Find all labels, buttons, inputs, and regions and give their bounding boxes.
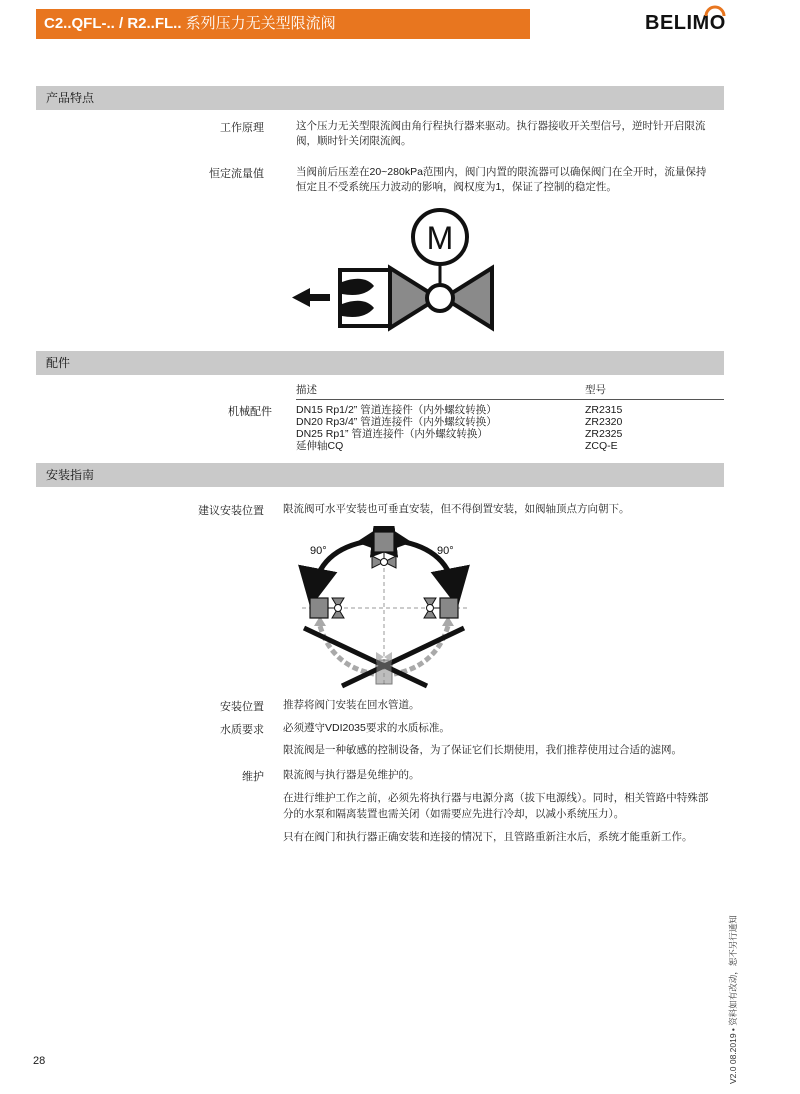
version-note: V2.0 08.2019 • 资料如有改动，恕不另行通知 bbox=[728, 915, 738, 1084]
flow-arrow-icon bbox=[292, 288, 330, 307]
accessory-model: ZCQ-E bbox=[585, 440, 618, 452]
accessory-model: ZR2320 bbox=[585, 416, 623, 428]
accessory-desc: DN15 Rp1/2” 管道连接件（内外螺纹转换） bbox=[296, 404, 497, 416]
motor-symbol bbox=[413, 210, 467, 264]
table-divider bbox=[296, 399, 724, 400]
water-quality-label: 水质要求 bbox=[220, 724, 264, 736]
flow-limiter-symbol bbox=[340, 270, 390, 326]
inverted-valve-icon bbox=[376, 652, 392, 684]
section-header-installation: 安装指南 bbox=[36, 463, 724, 487]
maintenance-para-2-line-1: 在进行维护工作之前，必须先将执行器与电源分离（拔下电源线）。同时，相关管路中特殊部 bbox=[283, 792, 709, 804]
flow-line-1: 当阀前后压差在20~280kPa范围内，阀门内置的限流器可以确保阀门在全开时，流量保持 bbox=[296, 166, 707, 178]
water-quality-note: 限流阀是一种敏感的控制设备，为了保证它们长期使用，我们推荐使用过合适的滤网。 bbox=[283, 744, 682, 756]
maintenance-text: 限流阀与执行器是免维护的。 bbox=[283, 769, 420, 781]
angle-label-right: 90° bbox=[437, 545, 454, 557]
install-site-label: 安装位置 bbox=[220, 701, 264, 713]
angle-label-left: 90° bbox=[310, 545, 327, 557]
version-note-container bbox=[727, 894, 741, 1084]
title-product-code: C2..QFL-.. / R2..FL.. bbox=[44, 15, 182, 32]
install-site-text: 推荐将阀门安装在回水管道。 bbox=[283, 699, 420, 711]
accessory-model: ZR2325 bbox=[585, 428, 623, 440]
title-description: 系列压力无关型限流阀 bbox=[181, 15, 336, 32]
upright-valve-icon bbox=[372, 532, 396, 568]
maintenance-label: 维护 bbox=[242, 771, 264, 783]
water-quality-text: 必须遵守VDI2035要求的水质标准。 bbox=[283, 722, 450, 734]
flow-label: 恒定流量值 bbox=[209, 168, 264, 180]
document-title-bar bbox=[36, 9, 530, 39]
page-number: 28 bbox=[33, 1055, 46, 1067]
right-horizontal-valve-icon bbox=[424, 598, 458, 618]
table-header-description: 描述 bbox=[296, 384, 317, 396]
flow-line-2: 恒定且不受系统压力波动的影响，阀权度为1，保证了控制的稳定性。 bbox=[296, 181, 617, 193]
mechanical-accessories-label: 机械配件 bbox=[228, 406, 272, 418]
recommended-position-text: 限流阀可水平安装也可垂直安装，但不得倒置安装，如阀轴顶点方向朝下。 bbox=[283, 503, 630, 515]
valve-body-symbol bbox=[390, 264, 492, 328]
valve-schematic bbox=[288, 204, 503, 334]
maintenance-para-3: 只有在阀门和执行器正确安装和连接的情况下，且管路重新注水后，系统才能重新工作。 bbox=[283, 831, 693, 843]
accessory-desc: 延伸轴CQ bbox=[296, 440, 344, 452]
accessory-desc: DN20 Rp3/4” 管道连接件（内外螺纹转换） bbox=[296, 416, 497, 428]
accessory-desc: DN25 Rp1” 管道连接件（内外螺纹转换） bbox=[296, 428, 488, 440]
principle-label: 工作原理 bbox=[220, 122, 264, 134]
table-header-model: 型号 bbox=[585, 384, 606, 396]
motor-letter: M bbox=[426, 220, 454, 256]
installation-orientation-diagram bbox=[292, 526, 477, 691]
logo-arc-icon bbox=[704, 4, 726, 18]
section-header-accessories: 配件 bbox=[36, 351, 724, 375]
belimo-logo: BELIMO bbox=[645, 12, 726, 34]
section-header-features: 产品特点 bbox=[36, 86, 724, 110]
principle-line-2: 阀，顺时针关闭限流阀。 bbox=[296, 135, 412, 147]
accessory-model: ZR2315 bbox=[585, 404, 623, 416]
maintenance-para-2-line-2: 分的水泵和隔离装置也需关闭（如需要应先进行冷却，以减小系统压力）。 bbox=[283, 808, 625, 820]
recommended-position-label: 建议安装位置 bbox=[198, 505, 264, 517]
principle-line-1: 这个压力无关型限流阀由角行程执行器来驱动。执行器接收开关型信号，逆时针开启限流 bbox=[296, 120, 706, 132]
left-horizontal-valve-icon bbox=[310, 598, 344, 618]
